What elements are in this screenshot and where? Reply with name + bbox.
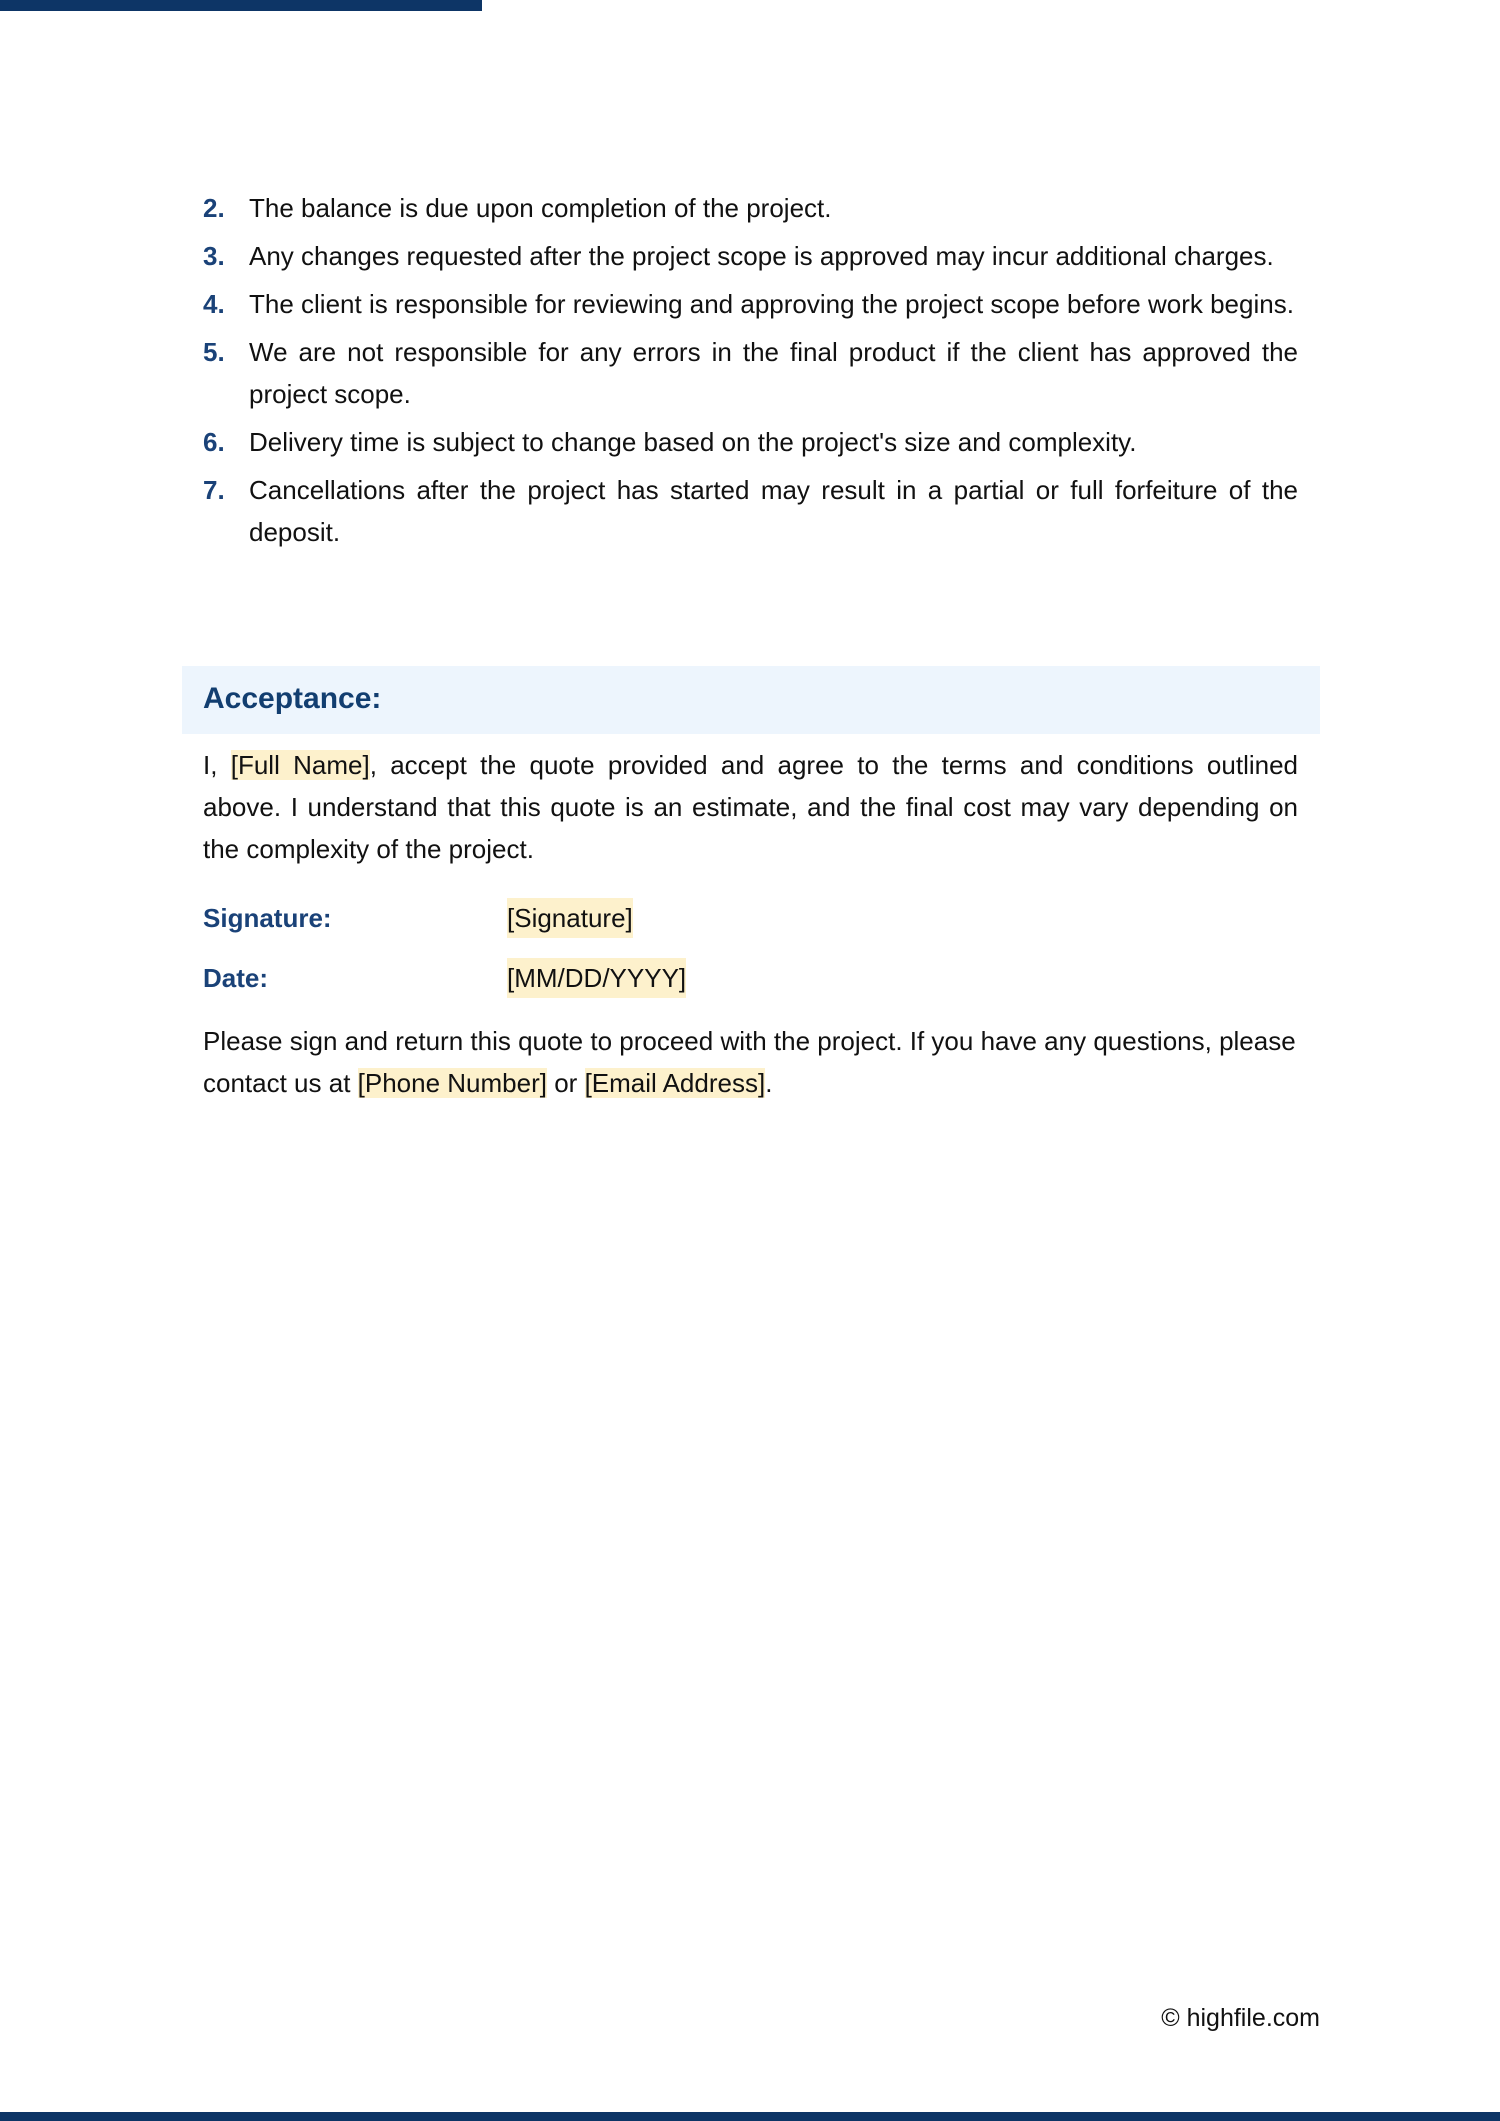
acceptance-statement xyxy=(203,744,1298,870)
term-number: 6. xyxy=(203,427,225,457)
date-label: Date: xyxy=(203,963,269,993)
top-accent-bar xyxy=(0,0,482,11)
closing-text-end: . xyxy=(765,1068,773,1098)
term-item xyxy=(203,187,1298,229)
term-item xyxy=(203,469,1298,553)
term-item xyxy=(203,421,1298,463)
acceptance-prefix: I, xyxy=(203,750,231,780)
email-address-field[interactable]: [Email Address] xyxy=(584,1068,766,1098)
term-number: 7. xyxy=(203,475,225,505)
signature-row xyxy=(203,898,1298,938)
acceptance-body: , accept the quote provided and agree to the terms and conditions outlined above. I understand that this quote is an estimate, and the final cost may vary depending on the complexity of the project. xyxy=(203,750,1299,864)
term-text: The client is responsible for reviewing and approving the project scope before work begins. xyxy=(249,289,1294,319)
full-name-field[interactable]: [Full Name] xyxy=(230,750,370,780)
term-number: 2. xyxy=(203,193,225,223)
term-text: We are not responsible for any errors in the final product if the client has approved the project scope. xyxy=(249,337,1298,409)
term-item xyxy=(203,235,1298,277)
phone-number-field[interactable]: [Phone Number] xyxy=(357,1068,547,1098)
term-item xyxy=(203,283,1298,325)
term-text: Delivery time is subject to change based on the project's size and complexity. xyxy=(249,427,1137,457)
signature-field[interactable]: [Signature] xyxy=(507,898,633,938)
terms-list xyxy=(203,187,1298,553)
closing-text-middle: or xyxy=(546,1068,585,1098)
term-item xyxy=(203,331,1298,415)
date-row xyxy=(203,958,1298,998)
term-text: The balance is due upon completion of the project. xyxy=(249,193,832,223)
term-number: 4. xyxy=(203,289,225,319)
acceptance-header xyxy=(182,666,1320,734)
acceptance-title: Acceptance: xyxy=(203,682,382,715)
signature-label: Signature: xyxy=(203,903,332,933)
closing-statement xyxy=(203,1020,1298,1104)
footer-copyright: © highfile.com xyxy=(1161,2004,1320,2032)
bottom-accent-bar xyxy=(0,2112,1500,2121)
term-text: Any changes requested after the project scope is approved may incur additional charges. xyxy=(249,241,1274,271)
terms-section xyxy=(203,187,1298,559)
term-number: 3. xyxy=(203,241,225,271)
date-field[interactable]: [MM/DD/YYYY] xyxy=(507,958,686,998)
closing-text-before: Please sign and return this quote to proceed with the project. If you have any questions, please contact us at xyxy=(203,1026,1296,1098)
term-text: Cancellations after the project has started may result in a partial or full forfeiture of the deposit. xyxy=(249,475,1298,547)
term-number: 5. xyxy=(203,337,225,367)
